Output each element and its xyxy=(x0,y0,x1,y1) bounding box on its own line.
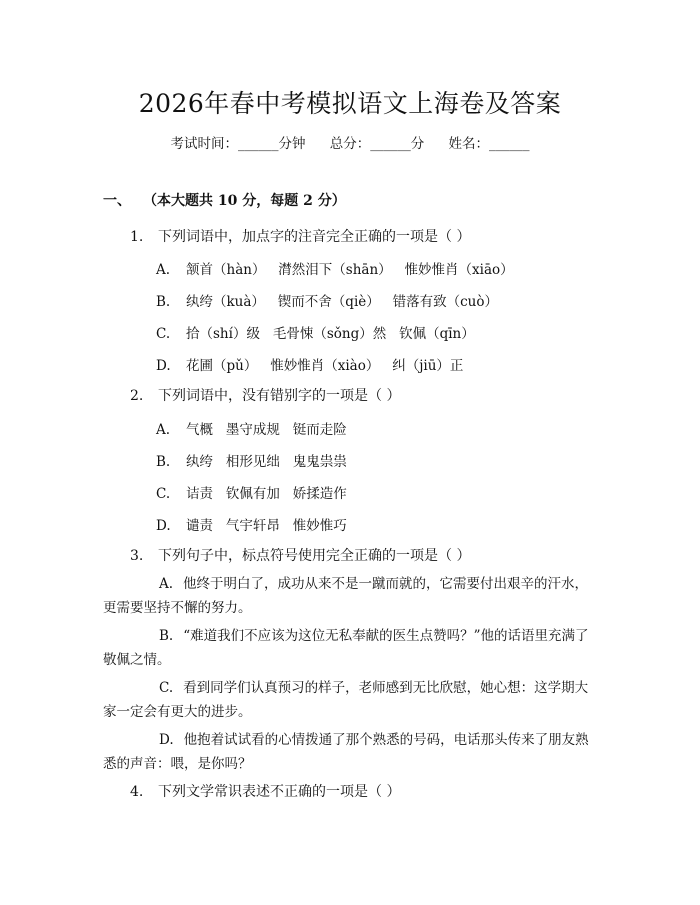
question-number: 2. xyxy=(130,388,144,404)
q1-option-a xyxy=(156,258,514,278)
option-label: D. xyxy=(156,358,171,374)
exam-meta-line xyxy=(0,132,700,152)
q1-option-c xyxy=(156,322,475,342)
option-text: “难道我们不应该为这位无私奉献的医生点赞吗？”他的话语里充满了敬佩之情。 xyxy=(103,628,589,668)
option-label: B. xyxy=(156,454,171,470)
option-label: C. xyxy=(156,326,171,342)
page-title: 2026年春中考模拟语文上海卷及答案 xyxy=(138,89,562,118)
option-label: C. xyxy=(159,680,174,696)
option-label: A. xyxy=(156,262,171,278)
option-text: 气概 墨守成规 铤而走险 xyxy=(186,422,347,438)
option-label: B. xyxy=(156,294,171,310)
section-heading xyxy=(103,190,346,210)
q1-option-b xyxy=(156,290,498,310)
option-label: A. xyxy=(156,422,171,438)
option-label: B. xyxy=(159,628,174,644)
q2-option-c xyxy=(156,482,347,502)
option-text: 颔首（hàn） 潸然泪下（shān） 惟妙惟肖（xiāo） xyxy=(186,262,514,278)
option-text: 看到同学们认真预习的样子，老师感到无比欣慰，她心想：这学期大家一定会有更大的进步。 xyxy=(103,680,589,720)
question-1 xyxy=(130,226,470,246)
question-stem: 下列文学常识表述不正确的一项是（ ） xyxy=(158,784,401,800)
option-label: D. xyxy=(156,518,171,534)
question-number: 3. xyxy=(130,548,144,564)
option-text: 花圃（pǔ） 惟妙惟肖（xiào） 纠（jiū）正 xyxy=(186,358,464,374)
option-text: 他抱着试试看的心情拨通了那个熟悉的号码，电话那头传来了朋友熟悉的声音：喂，是你吗？ xyxy=(103,732,589,772)
question-stem: 下列词语中，加点字的注音完全正确的一项是（ ） xyxy=(158,229,471,245)
section-number: 一、 xyxy=(103,193,131,209)
question-3 xyxy=(130,545,470,565)
exam-time-field: 考试时间：______分钟 xyxy=(170,136,306,152)
question-number: 4. xyxy=(130,784,144,800)
option-text: 他终于明白了，成功从来不是一蹴而就的，它需要付出艰辛的汗水，更需要坚持不懈的努力。 xyxy=(103,576,589,616)
option-text: 纨绔（kuà） 锲而不舍（qiè） 错落有致（cuò） xyxy=(186,294,499,310)
option-text: 诘责 钦佩有加 娇揉造作 xyxy=(186,486,347,502)
total-score-field: 总分：______分 xyxy=(329,136,425,152)
option-text: 拾（shí）级 毛骨悚（sǒng）然 钦佩（qīn） xyxy=(186,326,475,342)
question-2 xyxy=(130,385,400,405)
question-stem: 下列词语中，没有错别字的一项是（ ） xyxy=(158,388,401,404)
q3-option-a xyxy=(103,572,597,620)
q3-option-b xyxy=(103,624,597,672)
q3-option-c xyxy=(103,676,597,724)
option-label: A. xyxy=(159,576,174,592)
option-label: D. xyxy=(159,732,174,748)
option-text: 纨绔 相形见绌 鬼鬼祟祟 xyxy=(186,454,347,470)
option-text: 谴责 气宇轩昂 惟妙惟巧 xyxy=(186,518,347,534)
question-number: 1. xyxy=(130,229,144,245)
name-field: 姓名：______ xyxy=(448,136,530,152)
section-instructions: （本大题共 10 分，每题 2 分） xyxy=(143,193,346,209)
q1-option-d xyxy=(156,354,463,374)
q3-option-d xyxy=(103,728,597,776)
q2-option-d xyxy=(156,514,347,534)
question-stem: 下列句子中，标点符号使用完全正确的一项是（ ） xyxy=(158,548,471,564)
q2-option-b xyxy=(156,450,347,470)
option-label: C. xyxy=(156,486,171,502)
question-4 xyxy=(130,781,400,801)
q2-option-a xyxy=(156,418,347,438)
